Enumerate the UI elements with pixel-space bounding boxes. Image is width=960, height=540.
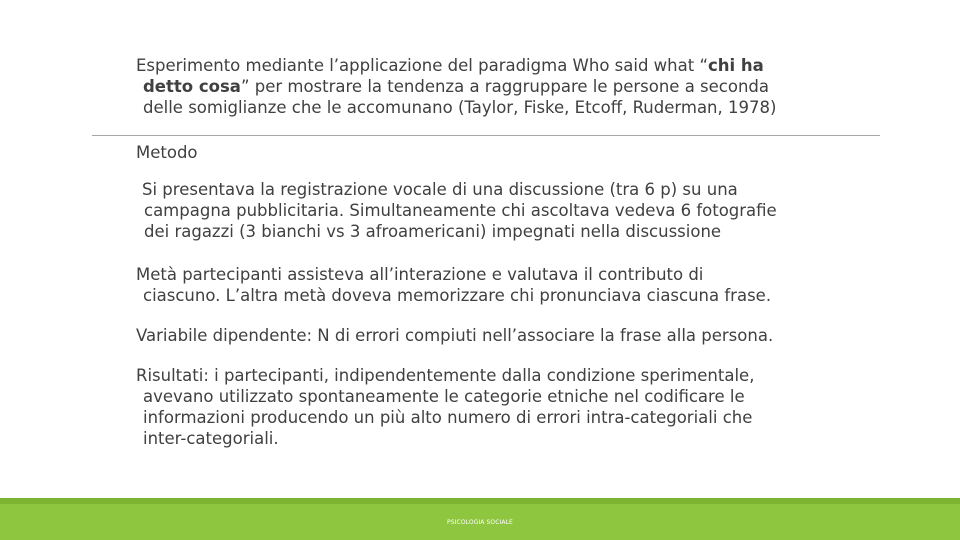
metodo-heading [136,142,836,163]
risultati-line-3: informazioni producendo un più alto numero di errori intra-categoriali che [143,408,753,427]
intro-bold-2: detto cosa [143,77,241,96]
section-divider [92,135,880,136]
risultati-paragraph [136,365,836,449]
registrazione-line-2: campagna pubblicitaria. Simultaneamente chi ascoltava vedeva 6 fotografie [144,201,777,220]
risultati-line-1: Risultati: i partecipanti, indipendentemente dalla condizione sperimentale, [136,366,755,385]
intro-line-2 [136,76,836,97]
variabile-paragraph [136,325,836,346]
variabile-line: Variabile dipendente: N di errori compiuti nell’associare la frase alla persona. [136,326,774,345]
metodo-text: Metodo [136,143,198,162]
risultati-line-2: avevano utilizzato spontaneamente le categorie etniche nel codificare le [143,387,745,406]
registrazione-line-1: Si presentava la registrazione vocale di una discussione (tra 6 p) su una [142,180,738,199]
meta-paragraph [136,264,836,306]
registrazione-line-3: dei ragazzi (3 bianchi vs 3 afroamericani) impegnati nella discussione [144,222,722,241]
meta-line-1: Metà partecipanti assisteva all’interazione e valutava il contributo di [136,265,704,284]
intro-paragraph [136,55,836,118]
meta-line-2: ciascuno. L’altra metà doveva memorizzare chi pronunciava ciascuna frase. [143,286,772,305]
intro-bold-1: chi ha [708,56,764,75]
footer-bar-shade [0,498,960,504]
footer-label: PSICOLOGIA SOCIALE [447,519,513,526]
registrazione-paragraph [142,179,842,242]
intro-text-2: ” per mostrare la tendenza a raggruppare le persone a seconda [240,77,770,96]
intro-text-1: Esperimento mediante l’applicazione del paradigma Who said what “ [136,56,708,75]
intro-line-3: delle somiglianze che le accomunano (Taylor, Fiske, Etcoff, Ruderman, 1978) [143,98,777,117]
risultati-line-4: inter-categoriali. [143,429,279,448]
intro-line-1 [136,55,836,76]
